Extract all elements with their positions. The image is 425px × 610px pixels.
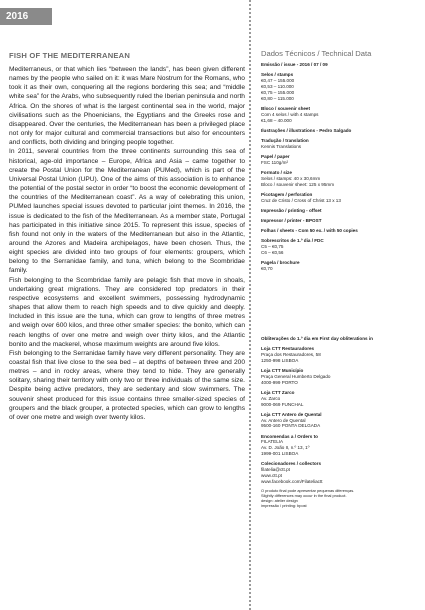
tech-item-line: €0,75 – 155.000 [261,89,295,95]
tech-item-line: Praça dos Restauradores, 58 [261,351,321,357]
disclaimer-line: impressão / printing: bpost [261,502,307,508]
tech-item-line: Av. Antero de Quental [261,417,306,423]
tech-item [261,208,421,214]
tech-item-label: Sobrescritos de 1.º dia / FDC [261,237,324,243]
tech-item-label: Loja CTT Zarco [261,389,295,395]
tech-item-label: Loja CTT Restauradores [261,345,315,351]
article-column [9,51,245,422]
tech-item-line: Av. Zarco [261,395,281,401]
tech-item-line: Com 4 selos / with 4 stamps [261,111,319,117]
tech-item-line: Cruz de Cristo / Cross of Christ 13 x 13 [261,197,341,203]
article-paragraph: In 2011, several countries from the three continents surrounding this sea of historical, age-old importance – Europe, Africa and Asia – came together to create the Postal Union for the Mediterranean (PUMed), which is part of the Universal Postal Union (UPU). One of the aims of this association is to enhance the potential of the postal sector in order “to boost the economic development of the countries of the Mediterranean coast”. As a way of celebrating this union, PUMed launches special issues devoted to particular joint themes. In 2016, the issue is dedicated to the fish of the Mediterranean. As a member state, Portugal has participated in this initiative since 2015. To represent this issue, species of fish found not only in the waters of the Mediterranean but also in the Atlantic, around the Azores and Madeira archipelagos, have been chosen. Thus, the eight species are divided into two groups of four elements: groupers, which belong to the Serranidae family, and tuna, which belong to the Scombridae family. [9,148,245,275]
article-paragraph: Fish belonging to the Scombridae family are pelagic fish that move in shoals, undertaking great migrations. They are considered top predators in their respective ecosystems and excellent swimmers, possessing hydrodynamic shapes that allow them to reach high speeds and to dive quickly and deeply. Included in this issue are the tuna, which can grow to lengths of three metres and weigh over 600 kilos, and three other smaller species: the bonito, which can reach lengths of over one metre and weigh over thirty kilos, and the Atlantic bonito and the mackerel, whose maximum weights are around five kilos. [9,276,245,348]
tech-item-line: www.ctt.pt [261,473,282,479]
tech-item-line: Praça General Humberto Delgado [261,373,331,379]
tech-item [261,218,421,224]
tech-item-line: €0,80 – 115.000 [261,95,294,101]
tech-item-line: C6 – €0,56 [261,249,284,255]
tech-item-label: Colecionadores / collectors [261,461,321,467]
tech-item [261,62,421,68]
technical-items [261,62,421,272]
tech-item-line: 1999-001 LISBOA [261,451,299,457]
tech-item [261,346,421,364]
tech-item-line: FILATELIA [261,439,284,445]
tech-item-label: Formato / size [261,169,292,175]
tech-item [261,368,421,386]
year-label: 2016 [6,11,29,22]
tech-item [261,390,421,408]
tech-item-line: C5 – €0,75 [261,243,284,249]
tech-item-line: filatelia@ctt.pt [261,467,290,473]
tech-item-line: www.facebook.com/Filateliactt [261,479,323,485]
tech-item [261,228,421,234]
tech-item-label: Impressão / printing - offset [261,207,322,213]
year-tab [0,8,52,25]
tech-item-label: Bloco / souvenir sheet [261,105,311,111]
article-paragraph: Mediterraneus, or that which lies “between the lands”, has been given different names by the people who sailed on it: it was Mare Nostrum for the Romans, who took it as their own, conquering all the regions bordering this sea; and “middle white sea” for the Arabs, who subsequently ruled the Iberian peninsula and north Africa. On the shores of what is the largest continental sea in the world, major civilisations such as the Phoenicians, the Egyptians and the Greeks rose and disappeared. Over the centuries, the Mediterranean has been a privileged place not only for major cultural and commercial transactions but also for encounters and conflicts, both dividing and bringing people together. [9,66,245,147]
tech-item-label: Encomendas a / Orders to [261,433,318,439]
tech-item-label: Pagela / brochure [261,259,300,265]
disclaimer-line: O produto final pode apresentar pequenas diferenças. [261,488,355,494]
tech-item-line: 1250-998 LISBOA [261,357,299,363]
tech-item-line: 9000-069 FUNCHAL [261,401,304,407]
tech-item-line: €0,53 – 110.000 [261,83,294,89]
tech-item [261,238,421,256]
tech-item-line: Av. D. João II, n.º 13, 1º [261,445,310,451]
tech-item-line: Selos / stamps: 40 x 30,6mm [261,175,321,181]
tech-item-line: Kennis Translations [261,143,302,149]
tech-item-label: Picotagem / perforation [261,191,313,197]
tech-item-label: Loja CTT Município [261,367,304,373]
tech-item-label: Folhas / sheets - Com 50 ex. / with 50 copies [261,227,358,233]
column-divider [249,0,251,610]
tech-item-label: Selos / stamps [261,72,294,77]
tech-item [261,128,421,134]
tech-item-line: 4000-999 PORTO [261,379,298,385]
obliterations-title [261,336,421,342]
tech-item [261,434,421,458]
technical-data-title: Dados Técnicos / Technical Data [261,49,372,58]
technical-data-column [261,51,421,508]
tech-item [261,106,421,124]
tech-item-line: 9500-160 PONTA DELGADA [261,423,321,429]
tech-item-label: Ilustrações / illustrations - Pedro Salgado [261,127,352,133]
tech-item-label: Papel / paper [261,153,290,159]
tech-item-line: €1,68 – 40.000 [261,117,292,123]
article-title: FISH OF THE MEDITERRANEAN [9,51,131,60]
obliteration-items [261,346,421,485]
obliterations-title-text: Obliterações do 1.º dia em First day obliterations in [261,335,373,341]
tech-item [261,170,421,188]
disclaimer-line: Slightly differences may occur in the final product. [261,492,347,498]
spacer [261,276,421,336]
tech-item-label: Emissão / issue - 2016 / 07 / 09 [261,61,328,67]
disclaimer [261,489,421,508]
tech-item [261,260,421,272]
tech-item [261,138,421,150]
disclaimer-line: design: atelier design [261,497,298,503]
article-body [9,65,245,422]
tech-item-line: €0,47 – 155.000 [261,77,295,83]
tech-item [261,192,421,204]
tech-item [261,154,421,166]
tech-item-label: Loja CTT Antero de Quental [261,411,322,417]
article-paragraph: Fish belonging to the Serranidae family have very different personality. They are coastal fish that live close to the sea bed – at depths of between three and 200 metres – and in rocky areas, where they tend to hide. They are generally solitary, sharing their territory with only two or three individuals of the same size. Despite being active predators, they are sedentary and slow swimmers. The souvenir sheet produced for this issue contains three smaller-sized species of groupers and the black grouper, a protected species, which can grow to lengths of over one metre and weigh over twenty kilos. [9,349,245,421]
tech-item-line: Bloco / souvenir sheet: 125 x 95mm [261,181,335,187]
tech-item-label: Impressor / printer - BPOST [261,217,322,223]
tech-item [261,461,421,485]
tech-item-line: €0,70 [261,265,273,271]
tech-item-label: Tradução / translation [261,137,309,143]
tech-item [261,412,421,430]
tech-item-line: FSC 110g/m² [261,159,288,165]
tech-item [261,72,421,102]
